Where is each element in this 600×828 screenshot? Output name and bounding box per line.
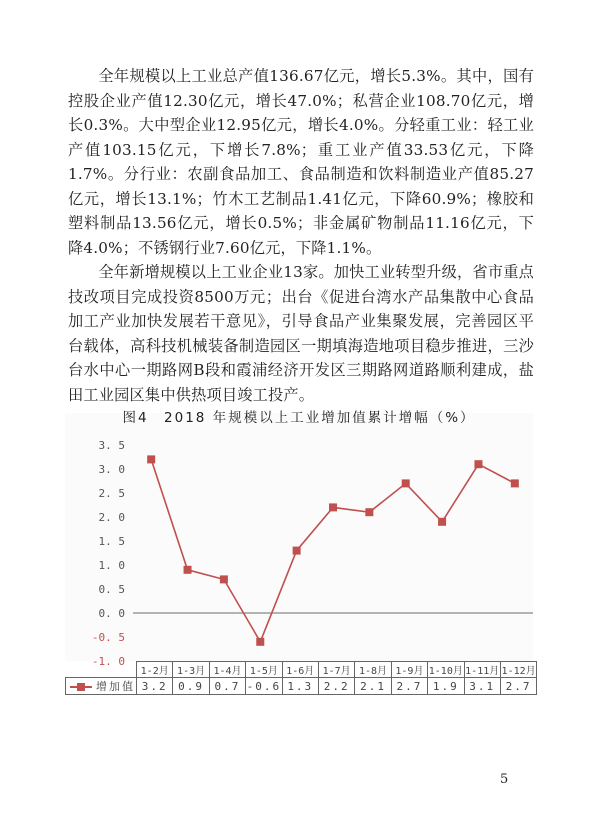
table-header-cell: 1-11月 <box>464 662 500 678</box>
table-header-cell: 1-6月 <box>282 662 318 678</box>
table-value-cell: 3.2 <box>137 678 173 695</box>
y-tick-label: -1. 0 <box>91 655 125 668</box>
data-point-marker <box>329 503 337 511</box>
table-header-row <box>66 662 537 678</box>
y-axis-ticks <box>92 439 125 668</box>
page-number: 5 <box>500 772 509 787</box>
table-value-cell: -0.6 <box>246 679 282 693</box>
table-header-cell: 1-2月 <box>137 662 173 678</box>
table-header-cell: 1-10月 <box>428 662 464 678</box>
table-header-cell: 1-8月 <box>355 662 391 678</box>
y-tick-label: 1. 0 <box>98 559 125 572</box>
table-value-cell: 0.7 <box>209 678 245 695</box>
table-header-cell: 1-9月 <box>391 662 427 678</box>
y-tick-label: 2. 0 <box>98 511 125 524</box>
table-value-cell: 2.7 <box>391 678 427 695</box>
data-point-marker <box>220 575 228 583</box>
table-row <box>66 678 537 695</box>
data-table <box>65 661 537 695</box>
table-header-cell: 1-5月 <box>246 662 282 678</box>
legend-cell <box>66 678 137 695</box>
table-header-cell: 1-3月 <box>173 662 209 678</box>
data-point-marker <box>474 460 482 468</box>
data-point-marker <box>402 479 410 487</box>
y-tick-label: -0. 5 <box>91 631 125 644</box>
table-corner-cell <box>66 662 137 678</box>
y-tick-label: 3. 0 <box>98 463 125 476</box>
table-header-cell: 1-12月 <box>500 662 536 678</box>
data-point-marker <box>147 455 155 463</box>
data-point-marker <box>256 638 264 646</box>
data-point-marker <box>365 508 373 516</box>
data-point-markers <box>147 455 519 645</box>
table-value-cell: 3.1 <box>464 678 500 695</box>
y-tick-label: 0. 0 <box>98 607 125 620</box>
table-value-cell: 2.2 <box>318 678 354 695</box>
table-value-cell: 1.3 <box>282 678 318 695</box>
table-value-cell: 1.9 <box>428 678 464 695</box>
data-point-marker <box>293 547 301 555</box>
table-header-cell: 1-4月 <box>209 662 245 678</box>
body-paragraph-new-enterprises: 全年新增规模以上工业企业13家。加快工业转型升级，省市重点技改项目完成投资8500万元；出台《促进台湾水产品集散中心食品加工产业加快发展若干意见》，引导食品产业集聚发展，完善园区平台载体，高科技机械装备制造园区一期填海造地项目稳步推进，三沙台水中心一期路网B段和霞浦经济开发区三期路网道路顺利建成，盐田工业园区集中供热项目竣工投产。 <box>68 263 534 404</box>
table-header-cell: 1-7月 <box>318 662 354 678</box>
body-paragraph-industrial-output: 全年规模以上工业总产值136.67亿元，增长5.3%。其中，国有控股企业产值12.30亿元，增长47.0%；私营企业108.70亿元，增长0.3%。大中型企业12.95亿元，增长4.0%。分轻重工业：轻工业产值103.15亿元，下增长7.8%；重工业产值33.53亿元，下降1.7%。分行业：农副食品加工、食品制造和饮料制造业产值85.27亿元，增长13.1%；竹木工艺制品1.41亿元，下降60.9%；橡胶和塑料制品13.56亿元，增长0.5%；非金属矿物制品11.16亿元，下降4.0%；不锈钢行业7.60亿元，下降1.1%。 <box>68 67 534 257</box>
table-value-cell: 2.7 <box>500 678 536 695</box>
data-point-marker <box>438 518 446 526</box>
y-tick-label: 1. 5 <box>98 535 125 548</box>
y-tick-label: 3. 5 <box>98 439 125 452</box>
series-marker-icon <box>70 682 92 692</box>
legend-label: 增加值 <box>96 680 135 693</box>
series-line-increase <box>151 459 515 641</box>
table-value-cell: 0.9 <box>173 678 209 695</box>
table-value-cell: 2.1 <box>355 678 391 695</box>
y-tick-label: 0. 5 <box>98 583 125 596</box>
data-point-marker <box>184 566 192 574</box>
y-tick-label: 2. 5 <box>98 487 125 500</box>
chart-title: 图4 2018 年规模以上工业增加值累计增幅（%） <box>122 410 476 426</box>
data-point-marker <box>511 479 519 487</box>
